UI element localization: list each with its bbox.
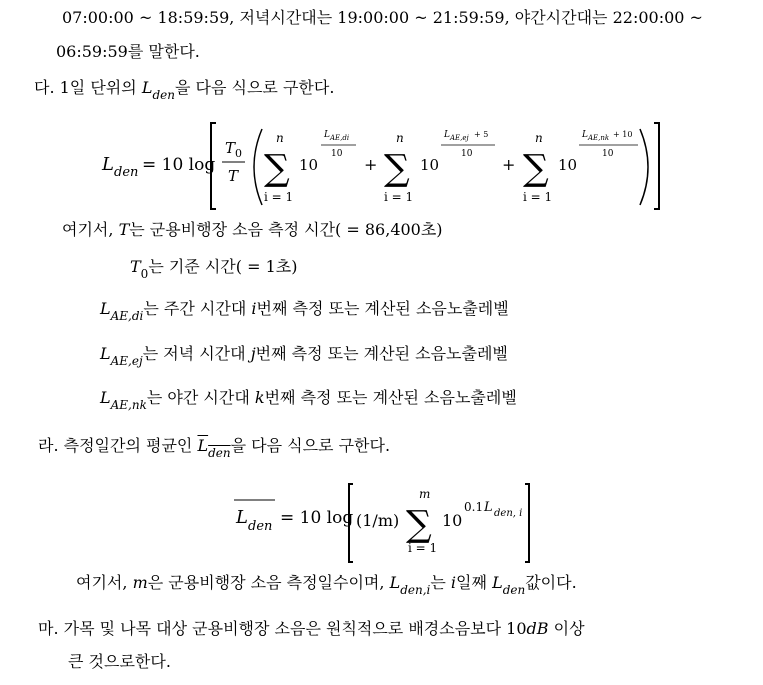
eq1-exp1-den: 10 (331, 149, 343, 159)
where-LAEej-post: 번째 측정 또는 계산된 소음노출레벨 (255, 344, 508, 363)
eq1-exp3-L: L (582, 130, 588, 140)
where-m (76, 573, 577, 597)
eq1-sum2-sigma: ∑ (384, 148, 410, 189)
eq1-exp3-sub: AE,nk (588, 134, 610, 142)
where-LAEej-pre: 는 저녁 시간대 (142, 344, 246, 363)
eq2-exp-coef: 0.1 (464, 500, 484, 514)
eq1-exp1-sub: AE,di (330, 134, 350, 142)
where-m-text: 은 군용비행장 소음 측정일수이며, (147, 573, 385, 592)
equation-avg-lden (0, 478, 763, 568)
item-ra (38, 436, 391, 460)
item-ma-pre: 마. 가목 및 나목 대상 군용비행장 소음은 원칙적으로 배경소음보다 10 (38, 619, 527, 638)
where-m-var: m (132, 573, 148, 592)
where-LAEdi (100, 299, 509, 323)
item-ma-line-1 (38, 619, 585, 639)
eq1-exp3-plus: + 10 (613, 130, 633, 139)
where-LAEdi-pre: 는 주간 시간대 (143, 299, 247, 318)
avg-ldn-L: L (197, 436, 209, 455)
text-line-1: 07:00:00 ~ 18:59:59, 저녁시간대는 19:00:00 ~ 21:59:59, 야간시간대는 22:00:00 ~ (62, 8, 703, 27)
where-m-text3: 일째 (456, 573, 487, 592)
eq2-sum-upper: m (419, 487, 431, 501)
eq1-exp2-plus: + 5 (474, 130, 489, 139)
eq1-right-bracket (654, 123, 659, 209)
eq1-exp3-den: 10 (602, 149, 614, 159)
item-ra-prefix: 라. 측정일간의 평균인 (38, 436, 193, 455)
where-LAEej-sub: AE,ej (110, 354, 143, 368)
ldn-subscript: den (152, 88, 175, 102)
eq1-sum1-upper: n (276, 131, 284, 145)
where-m-L: L (389, 573, 401, 592)
where-m-idx: i (450, 573, 457, 592)
eq1-plus-1: + (364, 155, 378, 174)
avg-ldn-sub: den (208, 446, 231, 460)
eq1-plus-2: + (502, 155, 516, 174)
where-LAEdi-post: 번째 측정 또는 계산된 소음노출레벨 (256, 299, 509, 318)
eq2-sum-lower: i = 1 (408, 541, 438, 555)
eq1-ten-2: 10 (420, 156, 440, 174)
eq2-lhs-L: L (236, 507, 248, 528)
where-m-L-sub: den,i (400, 583, 431, 597)
where-LAEnk-post: 번째 측정 또는 계산된 소음노출레벨 (264, 388, 517, 407)
eq1-lhs-L: L (102, 154, 114, 175)
eq1-right-paren (640, 129, 648, 205)
where-LAEej-L: L (100, 344, 111, 363)
where-LAEdi-L: L (100, 299, 111, 318)
eq1-sum3-sigma: ∑ (523, 148, 549, 189)
where-LAEdi-idx: i (251, 299, 257, 318)
where-T0-sub: 0 (140, 267, 149, 281)
where-m-prefix: 여기서, (76, 573, 128, 592)
eq1-sum2-lower: i = 1 (384, 190, 414, 204)
eq1-ten-1: 10 (299, 156, 319, 174)
eq2-exp-sub: den, i (494, 508, 523, 519)
avg-ldn (197, 436, 231, 460)
eq1-frac-num: T (225, 139, 236, 157)
eq2-ten: 10 (442, 511, 463, 530)
equation-lden (0, 115, 763, 215)
where-LAEdi-sub: AE,di (110, 309, 144, 323)
eq1-frac-den: T (228, 167, 239, 185)
where-LAEnk (100, 388, 517, 412)
eq1-exp2-den: 10 (461, 149, 473, 159)
eq1-sum3-lower: i = 1 (523, 190, 553, 204)
eq1-sum1-lower: i = 1 (264, 190, 294, 204)
eq1-equals-log: = 10 log (142, 155, 216, 175)
eq1-exp2-sub: AE,ej (450, 134, 469, 142)
eq2-right-bracket (525, 484, 529, 562)
where-LAEnk-pre: 는 야간 시간대 (146, 388, 250, 407)
item-ma-line-2: 큰 것으로한다. (68, 652, 171, 671)
ldn-symbol: L (141, 78, 153, 97)
item-ra-suffix: 을 다음 식으로 구한다. (230, 436, 391, 455)
eq2-equals-log: = 10 log (280, 508, 354, 528)
item-da-prefix: 다. 1일 단위의 (34, 78, 137, 97)
item-ma-unit: dB (526, 619, 549, 638)
where-m-L2: L (492, 573, 503, 592)
eq1-sum3-upper: n (535, 131, 543, 145)
item-ma-post: 이상 (548, 619, 585, 638)
eq1-frac-num-sub: 0 (235, 147, 242, 160)
eq1-left-paren (254, 129, 262, 205)
where-T-text: 는 군용비행장 소음 측정 시간( = 86,400초) (129, 220, 443, 239)
text-line-2: 06:59:59를 말한다. (56, 42, 200, 61)
where-T-prefix: 여기서, (62, 220, 114, 239)
item-da-suffix: 을 다음 식으로 구한다. (174, 78, 335, 97)
where-T-var: T (118, 220, 130, 239)
where-m-L2-sub: den (502, 583, 526, 597)
where-LAEnk-sub: AE,nk (110, 398, 147, 412)
eq1-exp1-L: L (324, 130, 330, 140)
where-LAEnk-L: L (100, 388, 111, 407)
where-LAEej (100, 344, 508, 368)
eq2-lhs-sub: den (248, 519, 273, 534)
where-T0-text: 는 기준 시간( = 1초) (148, 257, 298, 276)
eq1-lhs-sub: den (114, 165, 139, 180)
eq2-exp-L: L (484, 500, 493, 515)
where-T0 (130, 257, 298, 281)
eq2-coef: (1/m) (356, 511, 400, 530)
where-T0-var: T (130, 257, 141, 276)
eq1-exp2-L: L (444, 130, 450, 140)
where-T (62, 220, 443, 240)
eq1-sum1-sigma: ∑ (264, 148, 290, 189)
eq2-sum-sigma: ∑ (406, 504, 432, 545)
eq1-sum2-upper: n (396, 131, 404, 145)
where-LAEej-idx: j (250, 344, 256, 363)
eq1-ten-3: 10 (558, 156, 578, 174)
where-m-text2: 는 (430, 573, 446, 592)
item-da (34, 78, 335, 102)
where-m-text4: 값이다. (525, 573, 577, 592)
where-LAEnk-idx: k (254, 388, 265, 407)
